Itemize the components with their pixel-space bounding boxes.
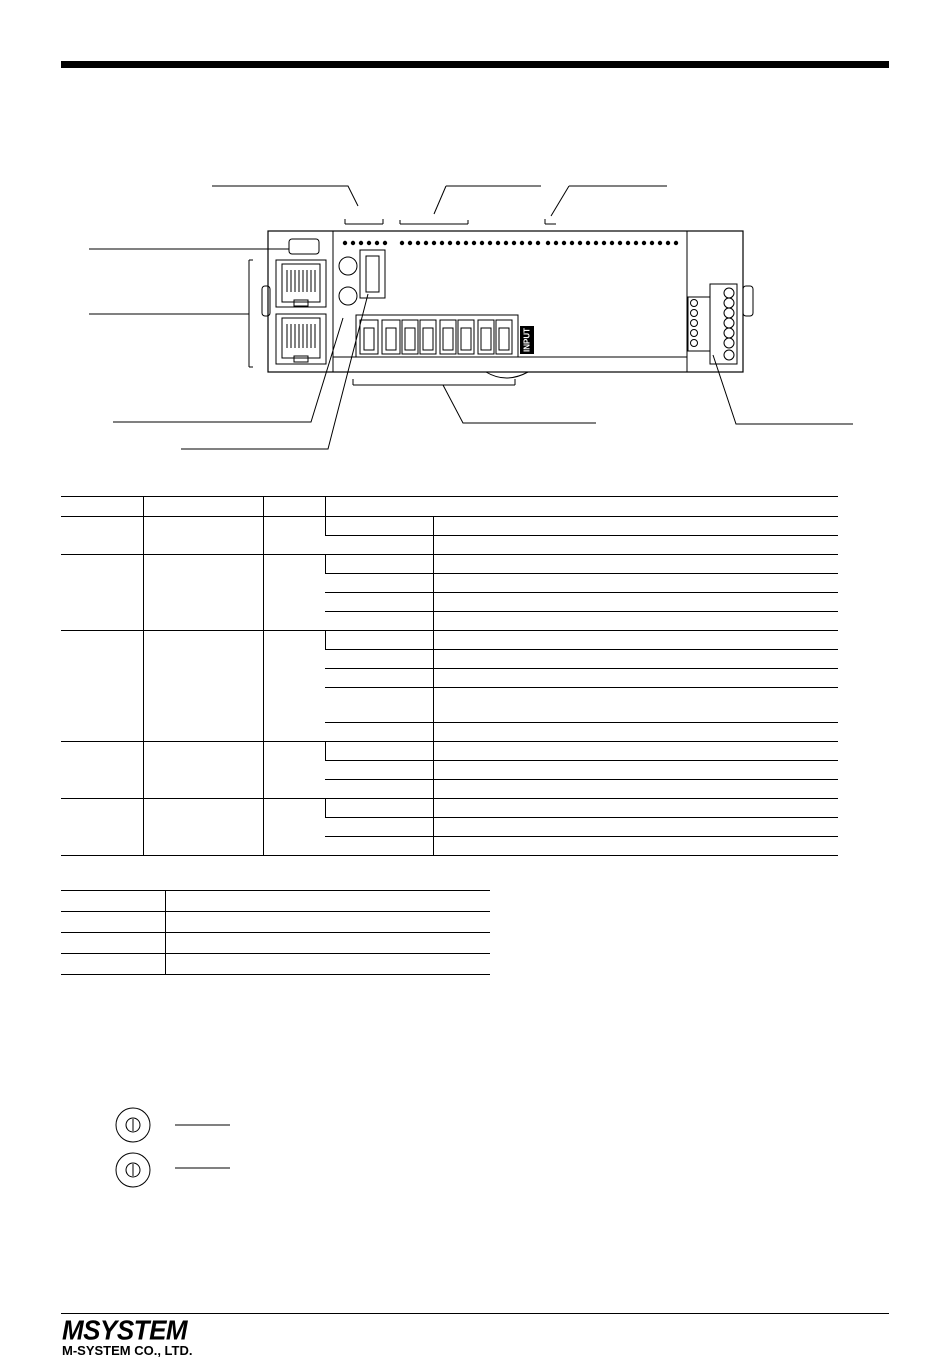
- table-row: [61, 954, 490, 975]
- led-status-table: [61, 496, 838, 856]
- table-row: [61, 891, 490, 912]
- led-row: [343, 241, 678, 245]
- table-row: [61, 497, 838, 517]
- table-row: [61, 742, 838, 761]
- table-row: [61, 517, 838, 536]
- leader-status-leds: [212, 186, 358, 206]
- company-name: M-SYSTEM CO., LTD.: [62, 1343, 193, 1358]
- table-row: [61, 555, 838, 574]
- table-row: [61, 799, 838, 818]
- input-label: INPUT: [520, 326, 534, 354]
- table-row: [61, 631, 838, 650]
- table-row: [61, 933, 490, 954]
- rotary-switch-diagrams: [116, 1108, 230, 1187]
- table-row: [61, 912, 490, 933]
- io-status-table: [61, 890, 490, 975]
- company-logo: MSYSTEM: [62, 1314, 188, 1346]
